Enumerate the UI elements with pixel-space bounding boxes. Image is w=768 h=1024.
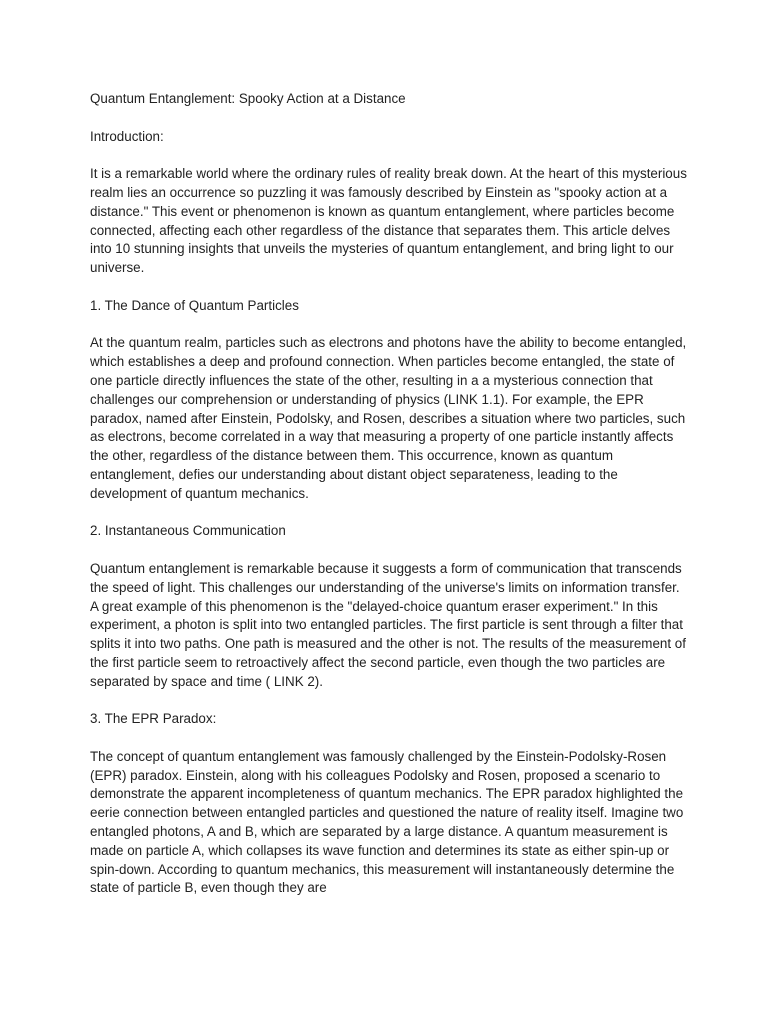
document-page	[90, 90, 690, 898]
intro-heading: Introduction:	[90, 128, 164, 144]
section-3-paragraph: The concept of quantum entanglement was famously challenged by the Einstein-Podolsky-Rosen (EPR) paradox. Einstein, along with his colleagues Podolsky and Rosen, proposed a scenario to demonstrate the apparent incompleteness of quantum mechanics. The EPR paradox highlighted the eerie connection between entangled particles and questioned the nature of reality itself. Imagine two entangled photons, A and B, which are separated by a large distance. A quantum measurement is made on particle A, which collapses its wave function and determines its state as either spin-up or spin-down. According to quantum mechanics, this measurement will instantaneously determine the state of particle B, even though they are	[90, 748, 684, 896]
section-2-paragraph-1: Quantum entanglement is remarkable because it suggests a form of communication that transcends the speed of light. This challenges our understanding of the universe's limits on information transfer.	[90, 560, 682, 595]
section-2-heading: 2. Instantaneous Communication	[90, 523, 286, 539]
section-3-heading: 3. The EPR Paradox:	[90, 711, 217, 727]
section-1-paragraph: At the quantum realm, particles such as electrons and photons have the ability to become entangled, which establishes a deep and profound connection. When particles become entangled, the state of one particle directly influences the state of the other, resulting in a a mysterious connection that challenges our comprehension or understanding of physics (LINK 1.1). For example, the EPR paradox, named after Einstein, Podolsky, and Rosen, describes a situation where two particles, such as electrons, become correlated in a way that measuring a property of one particle instantly affects the other, regardless of the distance between them. This occurrence, known as quantum entanglement, defies our understanding about distant object separateness, leading to the development of quantum mechanics.	[90, 335, 687, 501]
intro-paragraph: It is a remarkable world where the ordinary rules of reality break down. At the heart of this mysterious realm lies an occurrence so puzzling it was famously described by Einstein as "spooky action at a distance." This event or phenomenon is known as quantum entanglement, where particles become connected, affecting each other regardless of the distance that separates them. This article delves into 10 stunning insights that unveils the mysteries of quantum entanglement, and bring light to our universe.	[90, 166, 687, 276]
section-1-heading: 1. The Dance of Quantum Particles	[90, 297, 299, 313]
document-title: Quantum Entanglement: Spooky Action at a Distance	[90, 91, 406, 106]
section-2-paragraph-2: A great example of this phenomenon is the "delayed-choice quantum eraser experiment." In this experiment, a photon is split into two entangled particles. The first particle is sent through a filter that splits it into two paths. One path is measured and the other is not. The results of the measurement of the first particle seem to retroactively affect the second particle, even though the two particles are separated by space and time ( LINK 2).	[90, 598, 686, 689]
